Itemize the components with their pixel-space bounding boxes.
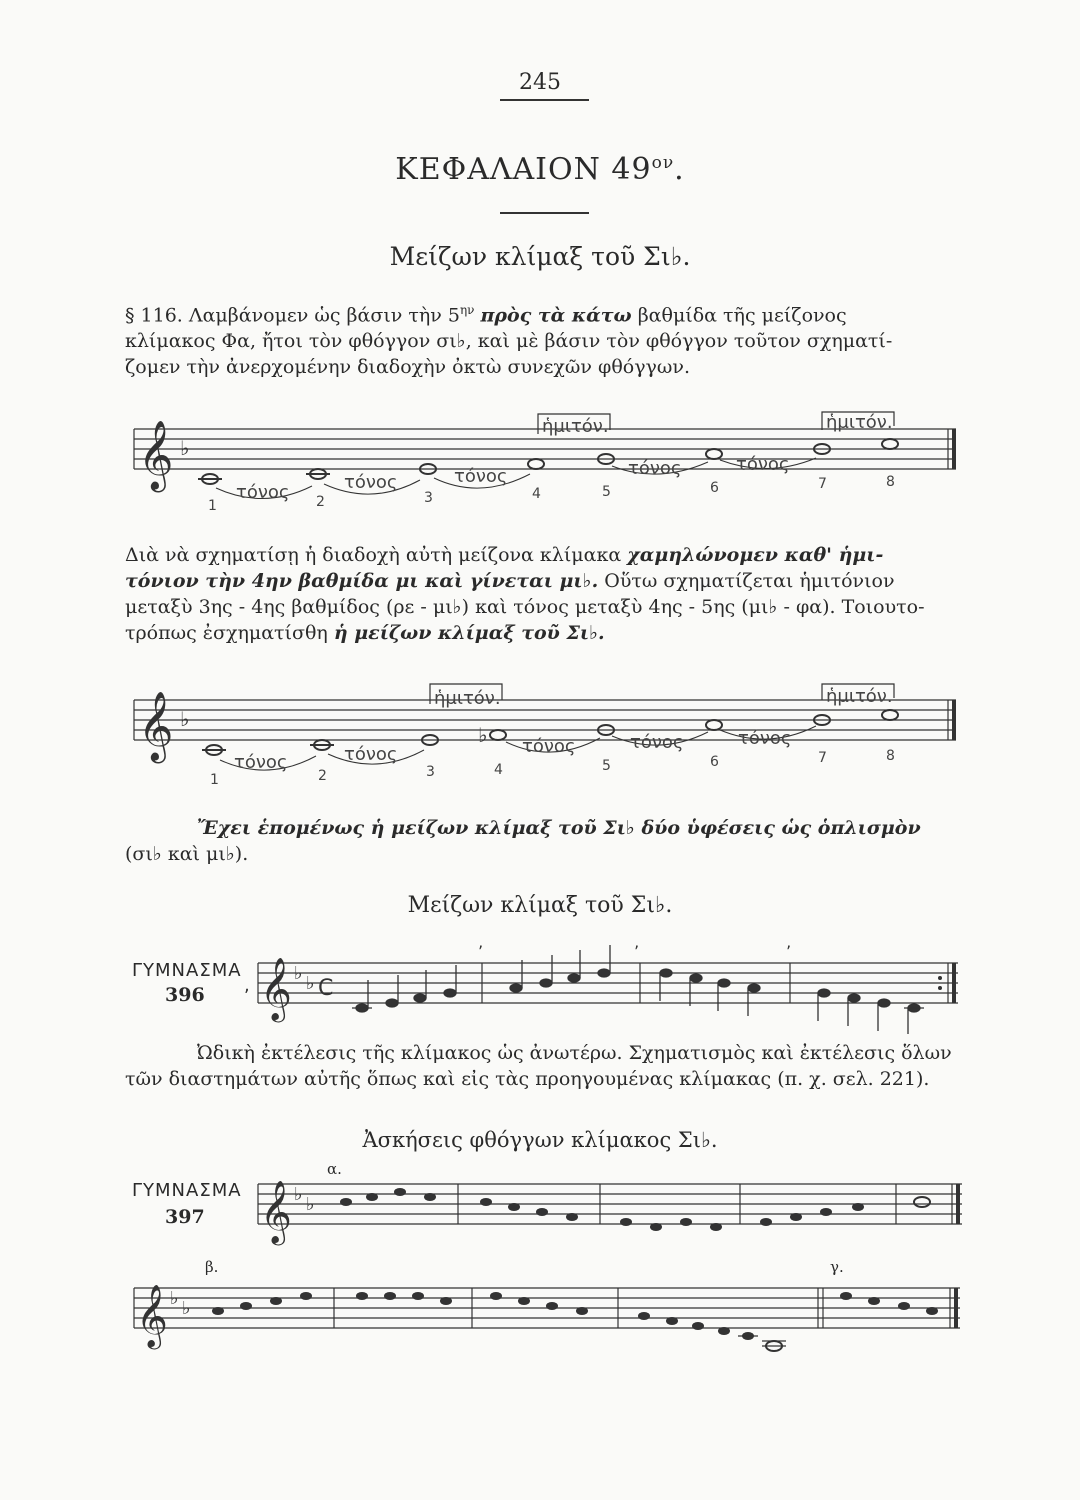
svg-text:’: ’ xyxy=(786,945,792,961)
treble-clef-icon: 𝄞 xyxy=(260,957,292,1020)
treble-clef-icon: 𝄞 xyxy=(260,1180,292,1243)
treble-clef-icon: 𝄞 xyxy=(138,691,174,761)
flat-icon: ♭ xyxy=(306,1194,315,1215)
tone-label: τόνος xyxy=(522,736,576,757)
divider xyxy=(500,212,589,214)
tone-label: τόνος xyxy=(344,472,398,493)
paragraph: Ὠδικὴ ἐκτέλεσις τῆς κλίμακος ὡς ἀνωτέρω. Σχηματισμὸς καὶ ἐκτέλεσις ὅλων τῶν διαστημάτων αὐτῆς ὅπως καὶ εἰς τὰς προηγουμένας κλίμακας (π. χ. σελ. 221). xyxy=(125,1042,952,1090)
degree-number: 3 xyxy=(424,490,433,506)
degree-number: 2 xyxy=(316,494,325,510)
degree-number: 8 xyxy=(886,474,895,490)
degree-number: 7 xyxy=(818,476,827,492)
flat-icon: ♭ xyxy=(182,1298,191,1319)
degree-number: 8 xyxy=(886,748,895,764)
paragraph: § 116. Λαμβάνομεν ὡς βάσιν τὴν $5^{\eta\nu}$ πρὸς τὰ κάτω βαθμίδα τῆς μείζονος κλίμακος Φα, ἤτοι τὸν φθόγγον σι♭, καὶ μὲ βάσιν τὸν φθόγγον τοῦτον σχηματί- ζομεν τὴν ἀνερχομένην διαδοχὴν ὀκτὼ συνεχῶν φθόγγων. xyxy=(125,303,893,379)
scale-notation xyxy=(128,670,968,800)
tone-label: τόνος xyxy=(630,732,684,753)
flat-icon: ♭ xyxy=(294,1184,303,1205)
degree-number: 6 xyxy=(710,754,719,770)
part-label: γ. xyxy=(830,1258,844,1276)
semitone-label: ἡμιτόν. xyxy=(826,412,893,433)
exercise-label: ΓΥΜΝΑΣΜΑ xyxy=(132,1180,242,1201)
exercise-397a-notation xyxy=(250,1178,970,1248)
treble-clef-icon: 𝄞 xyxy=(138,420,174,490)
flat-icon: ♭ xyxy=(180,436,190,460)
exercise-396-notation xyxy=(240,945,970,1035)
flat-icon: ♭ xyxy=(478,723,488,747)
paragraph: Ἔχει ἑπομένως ἡ μείζων κλίμαξ τοῦ Σι♭ δύο ὑφέσεις ὡς ὁπλισμὸν (σι♭ καὶ μι♭). xyxy=(125,817,921,865)
degree-number: 4 xyxy=(494,762,503,778)
common-time-icon: C xyxy=(318,976,334,1001)
exercise-number: 396 xyxy=(165,984,205,1006)
degree-number: 1 xyxy=(210,772,219,788)
divider xyxy=(500,99,589,101)
degree-number: 3 xyxy=(426,764,435,780)
exercise-397b-notation xyxy=(128,1280,970,1360)
flat-icon: ♭ xyxy=(180,707,190,731)
semitone-label: ἡμιτόν. xyxy=(434,688,501,709)
degree-number: 5 xyxy=(602,484,611,500)
degree-number: 4 xyxy=(532,486,541,502)
tone-label: τόνος xyxy=(628,458,682,479)
svg-text:’: ’ xyxy=(634,945,640,961)
svg-text:’: ’ xyxy=(478,945,484,961)
degree-number: 7 xyxy=(818,750,827,766)
tone-label: τόνος xyxy=(738,728,792,749)
degree-number: 6 xyxy=(710,480,719,496)
svg-text:,: , xyxy=(244,975,250,996)
paragraph: Διὰ νὰ σχηματίσῃ ἡ διαδοχὴ αὐτὴ μείζονα κλίμακα χαμηλώνομεν καθ' ἡμι- τόνιον τὴν 4ην βαθμίδα μι καὶ γίνεται μι♭. Οὕτω σχηματίζεται ἡμιτόνιον μεταξὺ 3ης - 4ης βαθμίδος (ρε - μι♭) καὶ τόνος μεταξὺ 4ης - 5ης (μι♭ - φα). Τοιουτο- τρόπως ἐσχηματίσθη ἡ μείζων κλίμαξ τοῦ Σι♭. xyxy=(125,544,925,644)
tone-label: τόνος xyxy=(234,752,288,773)
part-label: β. xyxy=(205,1258,219,1276)
flat-icon: ♭ xyxy=(306,973,315,994)
part-label: α. xyxy=(327,1160,342,1178)
semitone-label: ἡμιτόν. xyxy=(542,416,609,437)
tone-label: τόνος xyxy=(736,454,790,475)
exercise-number: 397 xyxy=(165,1206,205,1228)
degree-number: 5 xyxy=(602,758,611,774)
scale-notation xyxy=(128,400,968,530)
tone-label: τόνος xyxy=(236,482,290,503)
degree-number: 2 xyxy=(318,768,327,784)
chapter-title: ΚΕΦΑΛΑΙΟΝ $49^{o\nu}$. xyxy=(395,152,685,187)
exercise-label: ΓΥΜΝΑΣΜΑ xyxy=(132,960,242,981)
degree-number: 1 xyxy=(208,498,217,514)
treble-clef-icon: 𝄞 xyxy=(136,1284,168,1347)
flat-icon: ♭ xyxy=(170,1288,179,1309)
flat-icon: ♭ xyxy=(294,963,303,984)
tone-label: τόνος xyxy=(344,744,398,765)
semitone-label: ἡμιτόν. xyxy=(826,686,893,707)
tone-label: τόνος xyxy=(454,466,508,487)
section-title: Ἀσκήσεις φθόγγων κλίμακος Σι♭. xyxy=(362,1128,718,1152)
section-title: Μείζων κλίμαξ τοῦ Σι♭. xyxy=(407,893,673,918)
section-title: Μείζων κλίμαξ τοῦ Σι♭. xyxy=(389,242,691,271)
page-number: 245 xyxy=(519,70,561,95)
